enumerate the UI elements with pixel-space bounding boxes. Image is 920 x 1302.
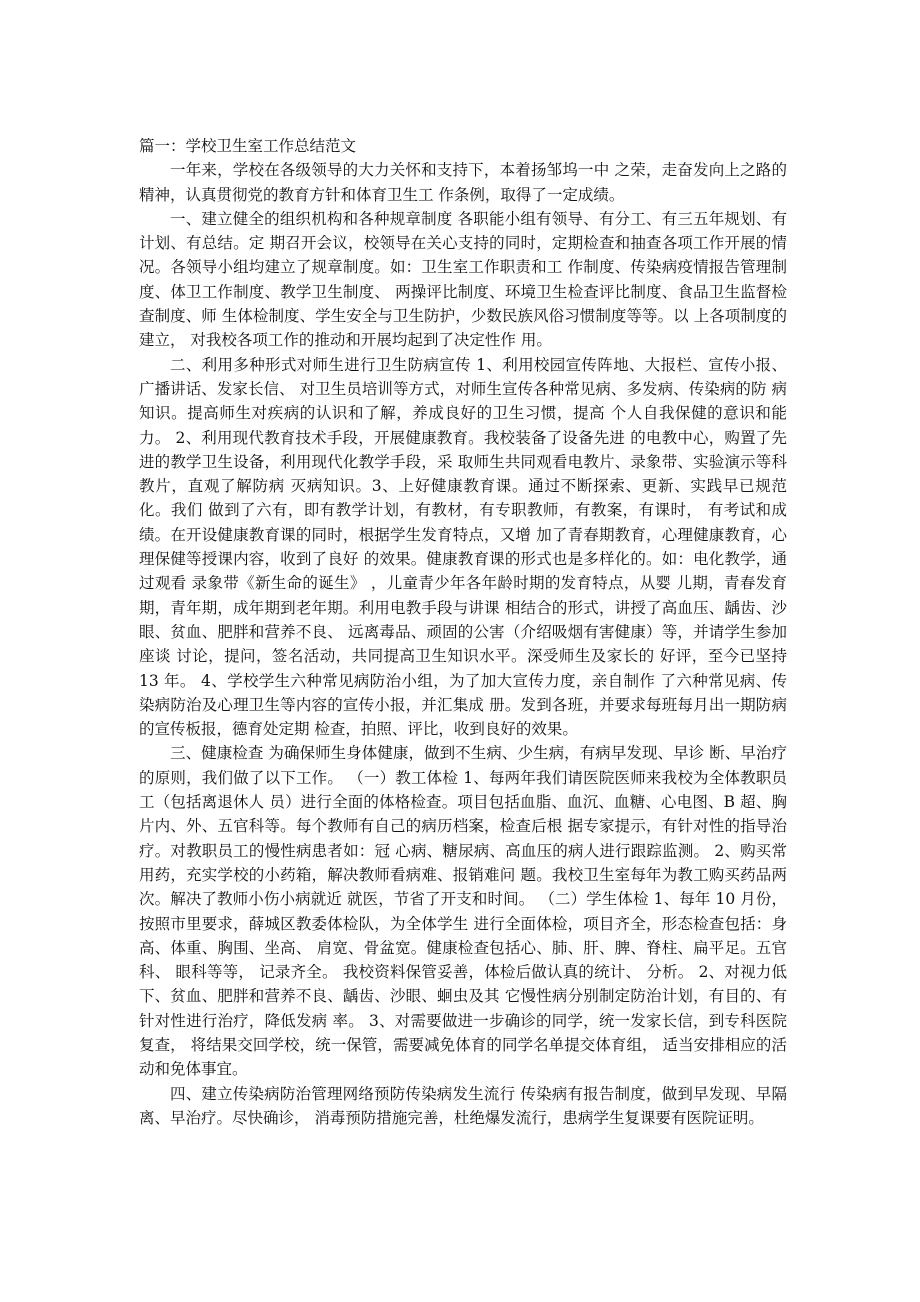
paragraph-section-4: 四、建立传染病防治管理网络预防传染病发生流行 传染病有报告制度，做到早发现、早隔离、早治疗。尽快确诊， 消毒预防措施完善，杜绝爆发流行，患病学生复课要有医院证明。 [139,1084,787,1127]
paragraph-section-1: 一、建立健全的组织机构和各种规章制度 各职能小组有领导、有分工、有三五年规划、有计划、有总结。定 期召开会议，校领导在关心支持的同时，定期检查和抽查各项工作开展的情况。各领导小组均建立了规章制度。如：卫生室工作职责和工 作制度、传染病疫情报告管理制度、体卫工作制度、教学卫生制度、 两操评比制度、环境卫生检查评比制度、食品卫生监督检查制度、师 生体检制度、学生安全与卫生防护，少数民族风俗习惯制度等等。以 上各项制度的建立， 对我校各项工作的推动和开展均起到了决定性作 用。 [139,209,787,350]
document-body [139,134,787,1130]
document-title: 篇一：学校卫生室工作总结范文 [139,137,357,155]
paragraph-intro: 一年来，学校在各级领导的大力关怀和支持下，本着扬邹坞一中 之荣，走奋发向上之路的精神，认真贯彻党的教育方针和体育卫生工 作条例，取得了一定成绩。 [139,161,787,204]
paragraph-section-3: 三、健康检查 为确保师生身体健康，做到不生病、少生病，有病早发现、早诊 断、早治疗的原则，我们做了以下工作。 （一）教工体检 1、每两年我们请医院医师来我校为全体教职员工（包括离退休人 员）进行全面的体格检查。项目包括血脂、血沉、血糖、心电图、B 超、胸片内、外、五官科等。每个教师有自己的病历档案，检查后根 据专家提示，有针对性的指导治疗。对教职员工的慢性病患者如：冠 心病、糖尿病、高血压的病人进行跟踪监测。 2、购买常用药，充实学校的小药箱，解决教师看病难、报销难问 题。我校卫生室每年为教工购买药品两次。解决了教师小伤小病就近 就医，节省了开支和时间。 （二）学生体检 1、每年 10 月份，按照市里要求，薛城区教委体检队，为全体学生 进行全面体检，项目齐全，形态检查包括：身高、体重、胸围、坐高、 肩宽、骨盆宽。健康检查包括心、肺、肝、脾、脊柱、扁平足。五官 科、 眼科等等， 记录齐全。 我校资料保管妥善，体检后做认真的统计、 分析。 2、对视力低下、贫血、肥胖和营养不良、龋齿、沙眼、蛔虫及其 它慢性病分别制定防治计划，有目的、有针对性进行治疗，降低发病 率。 3、对需要做进一步确诊的同学，统一发家长信，到专科医院复查， 将结果交回学校，统一保管，需要减免体育的同学名单提交体育组， 适当安排相应的活动和免体事宜。 [139,744,787,1079]
paragraph-section-2: 二、利用多种形式对师生进行卫生防病宣传 1、利用校园宣传阵地、大报栏、宣传小报、广播讲话、发家长信、 对卫生员培训等方式，对师生宣传各种常见病、多发病、传染病的防 病知识。提高师生对疾病的认识和了解，养成良好的卫生习惯，提高 个人自我保健的意识和能力。 2、利用现代教育技术手段，开展健康教育。我校装备了设备先进 的电教中心，购置了先进的教学卫生设备，利用现代化教学手段，采 取师生共同观看电教片、录象带、实验演示等科教片，直观了解防病 灭病知识。3、上好健康教育课。通过不断探索、更新、实践早已规范化。我们 做到了六有，即有教学计划，有教材，有专职教师，有教案，有课时， 有考试和成绩。在开设健康教育课的同时，根据学生发育特点，又增 加了青春期教育，心理健康教育，心理保健等授课内容，收到了良好 的效果。健康教育课的形式也是多样化的。如：电化教学，通过观看 录象带《新生命的诞生》 ，儿童青少年各年龄时期的发育特点，从婴 儿期，青春发育期，青年期，成年期到老年期。利用电教手段与讲课 相结合的形式，讲授了高血压、龋齿、沙眼、贫血、肥胖和营养不良、 远离毒品、顽固的公害（介绍吸烟有害健康）等，并请学生参加座谈 讨论，提问，签名活动，共同提高卫生知识水平。深受师生及家长的 好评，至今已坚持 13 年。 4、学校学生六种常见病防治小组，为了加大宣传力度，亲自制作 了六种常见病、传染病防治及心理卫生等内容的宣传小报，并汇集成 册。发到各班，并要求每班每月出一期防病的宣传板报，德育处定期 检查，拍照、评比，收到良好的效果。 [139,355,787,739]
